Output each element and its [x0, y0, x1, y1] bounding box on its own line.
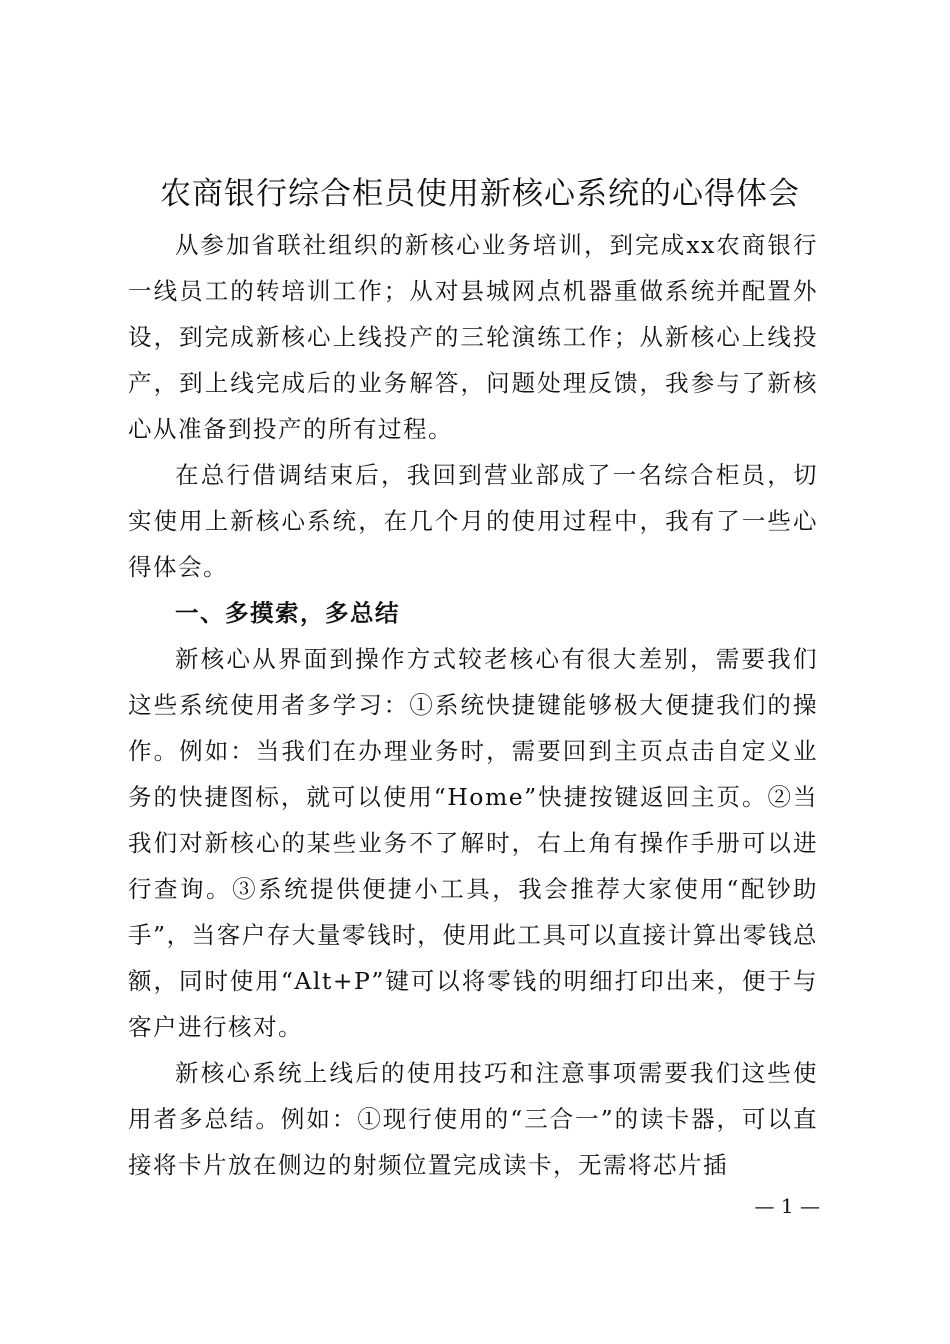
section-heading: 一、多摸索，多总结 — [175, 599, 400, 627]
document-body — [128, 222, 818, 1188]
page-number: — 1 — — [754, 1194, 820, 1218]
paragraph-background: 在总行借调结束后，我回到营业部成了一名综合柜员，切实使用上新核心系统，在几个月的使用过程中，我有了一些心得体会。 — [128, 461, 818, 581]
document-title: 农商银行综合柜员使用新核心系统的心得体会 — [160, 176, 800, 212]
paragraph-summary: 新核心系统上线后的使用技巧和注意事项需要我们这些使用者多总结。例如：①现行使用的“三合一”的读卡器，可以直接将卡片放在侧边的射频位置完成读卡，无需将芯片插 — [128, 1059, 818, 1179]
paragraph-learning: 新核心从界面到操作方式较老核心有很大差别，需要我们这些系统使用者多学习：①系统快捷键能够极大便捷我们的操作。例如：当我们在办理业务时，需要回到主页点击自定义业务的快捷图标，就可以使用“Home”快捷按键返回主页。②当我们对新核心的某些业务不了解时，右上角有操作手册可以进行查询。③系统提供便捷小工具，我会推荐大家使用“配钞助手”，当客户存大量零钱时，使用此工具可以直接计算出零钱总额，同时使用“Alt+P”键可以将零钱的明细打印出来，便于与客户进行核对。 — [128, 645, 818, 1041]
paragraph-intro: 从参加省联社组织的新核心业务培训，到完成xx农商银行一线员工的转培训工作；从对县城网点机器重做系统并配置外设，到完成新核心上线投产的三轮演练工作；从新核心上线投产，到上线完成后的业务解答，问题处理反馈，我参与了新核心从准备到投产的所有过程。 — [128, 231, 818, 443]
